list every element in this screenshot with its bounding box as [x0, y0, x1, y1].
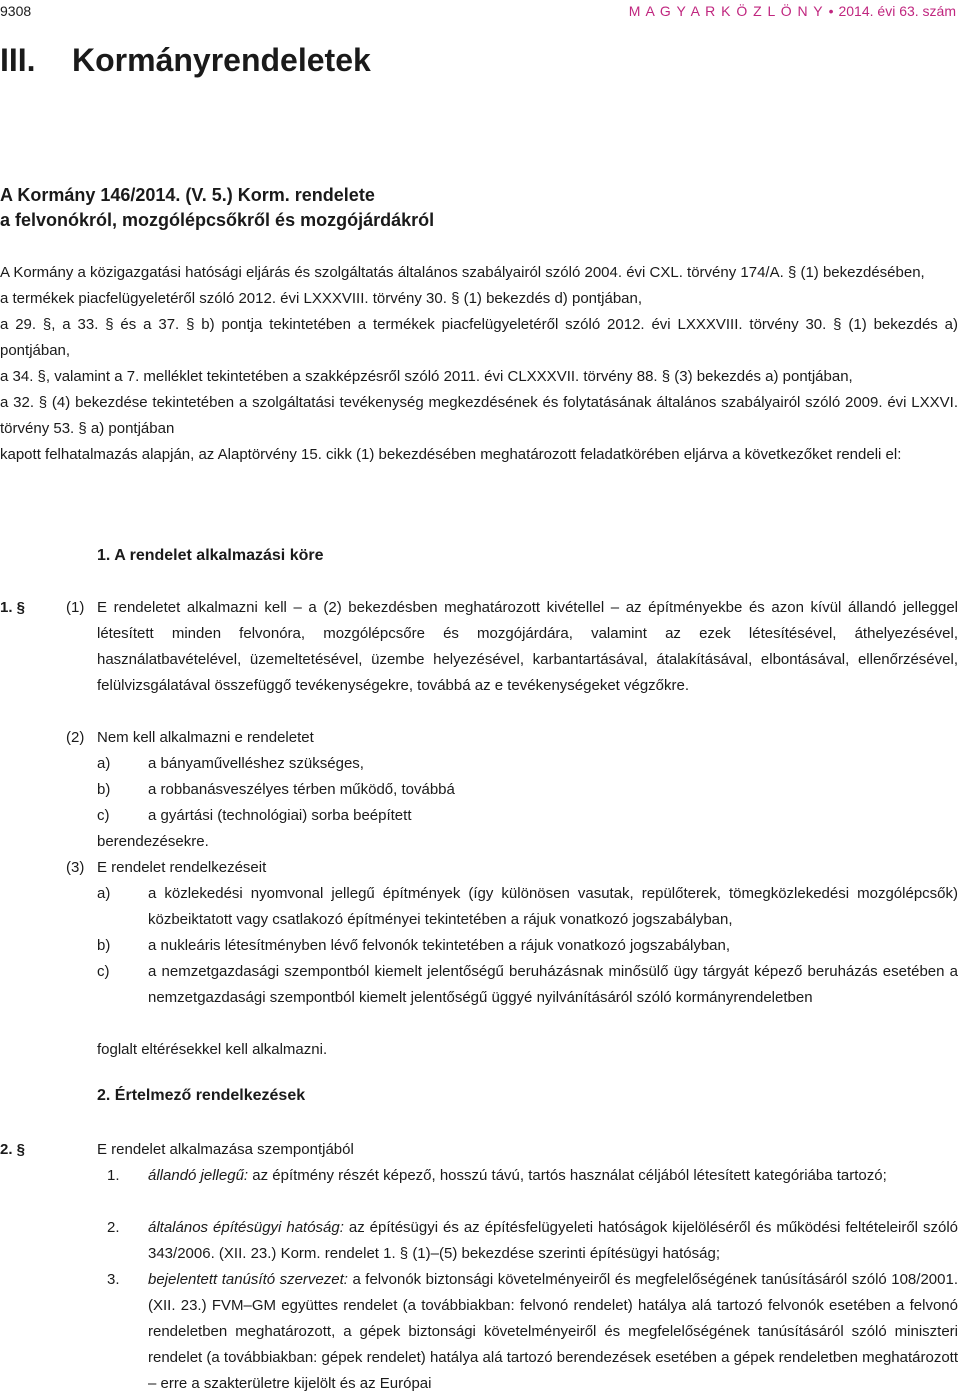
- definition-item: [148, 1163, 958, 1189]
- subsection-text: Nem kell alkalmazni e rendeletet: [97, 729, 314, 746]
- page-number: 9308: [0, 3, 32, 19]
- section-title: 1. A rendelet alkalmazási köre: [97, 547, 324, 564]
- subsection-text: E rendeletet alkalmazni kell – a (2) bekezdésben meghatározott kivétellel – az építményekbe és azon kívül állandó jelleggel létesített minden felvonóra, mozgólépcsőre és mozgójárdára, valamint az ezek létesítésével, áthelyezésével, használatbavételével, üzemeltetésével, üzembe helyezésével, karbantartásával, átalakításával, elbontásával, ellenőrzésével, felülvizsgálatával összefüggő tevékenységekre, továbbá az e tevékenységeket végzőkre.: [97, 599, 958, 694]
- decree-title: [0, 183, 434, 233]
- subsection-text: E rendelet rendelkezéseit: [97, 859, 267, 876]
- item-label: b): [97, 781, 111, 798]
- chapter-number: III.: [0, 42, 36, 78]
- defined-term: bejelentett tanúsító szervezet:: [148, 1271, 348, 1288]
- issue-number: 2014. évi 63. szám: [838, 3, 956, 19]
- item-label: c): [97, 963, 110, 980]
- subsection-label: (1): [66, 599, 85, 616]
- subsection-label: (3): [66, 859, 85, 876]
- preamble-paragraph: A Kormány a közigazgatási hatósági eljárás és szolgáltatás általános szabályairól szóló 2004. évi CXL. törvény 174/A. § (1) bekezdésében,: [0, 264, 925, 281]
- item-label: a): [97, 755, 111, 772]
- defined-term: állandó jellegű:: [148, 1167, 249, 1184]
- decree-title-line1: A Kormány 146/2014. (V. 5.) Korm. rendelete: [0, 185, 375, 205]
- preamble-paragraph: a 34. §, valamint a 7. melléklet tekintetében a szakképzésről szóló 2011. évi CLXXXVII. törvény 88. § (3) bekezdés a) pontjában,: [0, 368, 853, 385]
- item-text: a közlekedési nyomvonal jellegű építmények (így különösen vasutak, repülőterek, tömegközlekedési mozgólépcsők) közbeiktatott vagy csatlakozó építményei tekintetében a rájuk vonatkozó jogszabályban,: [148, 885, 958, 928]
- decree-title-line2: a felvonókról, mozgólépcsőkről és mozgójárdákról: [0, 210, 435, 230]
- preamble-paragraph: a 32. § (4) bekezdése tekintetében a szolgáltatási tevékenység megkezdésének és folytatásának általános szabályairól szóló 2009. évi LXXVI. törvény 53. § a) pontjában: [0, 394, 958, 437]
- section-title: 2. Értelmező rendelkezések: [97, 1087, 306, 1104]
- paragraph-number: 2. §: [0, 1141, 26, 1158]
- definition-text: az építmény részét képező, hosszú távú, tartós használat céljából létesített kategóriába tartozó;: [248, 1167, 887, 1184]
- defined-term: általános építésügyi hatóság:: [148, 1219, 344, 1236]
- definition-item: [148, 1215, 958, 1267]
- definition-number: 1.: [107, 1167, 120, 1184]
- item-text: a bányaművelléshez szükséges,: [148, 755, 364, 772]
- chapter-title: Kormányrendeletek: [72, 42, 371, 78]
- definition-number: 3.: [107, 1271, 120, 1288]
- definition-number: 2.: [107, 1219, 120, 1236]
- item-text: a nemzetgazdasági szempontból kiemelt jelentőségű beruházásnak minősülő ügy tárgyát képező beruházás esetében a nemzetgazdasági szempontból kiemelt jelentőségű üggyé nyilvánításáról szóló kormányrendeletben: [148, 963, 958, 1006]
- item-label: c): [97, 807, 110, 824]
- preamble-paragraph: a 29. §, a 33. § és a 37. § b) pontja tekintetében a termékek piacfelügyeletéről szóló 2012. évi LXXXVIII. törvény 30. § (1) bekezdés a) pontjában,: [0, 316, 958, 359]
- preamble-paragraph: a termékek piacfelügyeletéről szóló 2012. évi LXXXVIII. törvény 30. § (1) bekezdés d) pontjában,: [0, 290, 643, 307]
- definition-item: [148, 1267, 958, 1394]
- journal-name: M A G Y A R K Ö Z L Ö N Y: [628, 3, 824, 19]
- definitions-intro: E rendelet alkalmazása szempontjából: [97, 1141, 354, 1158]
- item-text: a gyártási (technológiai) sorba beépített: [148, 807, 412, 824]
- definition-text: az építésügyi és az építésfelügyeleti hatóságok kijelöléséről és működési feltételeiről szóló 343/2006. (XII. 23.) Korm. rendelet 1. § (1)–(5) bekezdése szerinti építésügyi hatóság;: [148, 1219, 958, 1262]
- item-text: a robbanásveszélyes térben működő, továbbá: [148, 781, 455, 798]
- paragraph-number: 1. §: [0, 599, 26, 616]
- journal-header: [629, 3, 956, 19]
- item-text: a nukleáris létesítményben lévő felvonók tekintetében a rájuk vonatkozó jogszabályban,: [148, 937, 731, 954]
- preamble-paragraph: kapott felhatalmazás alapján, az Alaptörvény 15. cikk (1) bekezdésében meghatározott feladatkörében eljárva a következőket rendeli el:: [0, 446, 902, 463]
- header-separator: •: [828, 3, 834, 19]
- item-label: a): [97, 885, 111, 902]
- item-label: b): [97, 937, 111, 954]
- preamble: [0, 260, 958, 468]
- closing-text: foglalt eltérésekkel kell alkalmazni.: [97, 1041, 328, 1058]
- closing-text: berendezésekre.: [97, 833, 209, 850]
- subsection-label: (2): [66, 729, 85, 746]
- definition-text: a felvonók biztonsági követelményeiről és megfelelőségének tanúsításáról szóló 108/2001. (XII. 23.) FVM–GM együttes rendelet (a továbbiakban: felvonó rendelet) hatálya alá tartozó felvonók esetében a felvonó rendeletben meghatározott, a gépek biztonsági követelményeiről és megfelelőségének tanúsításáról szóló miniszteri rendelet (a továbbiakban: gépek rendelet) hatálya alá tartozó berendezések esetében a gépek rendeletben meghatározott – erre a szakterületre kijelölt és az Európai: [148, 1271, 958, 1392]
- chapter-heading: [0, 40, 371, 80]
